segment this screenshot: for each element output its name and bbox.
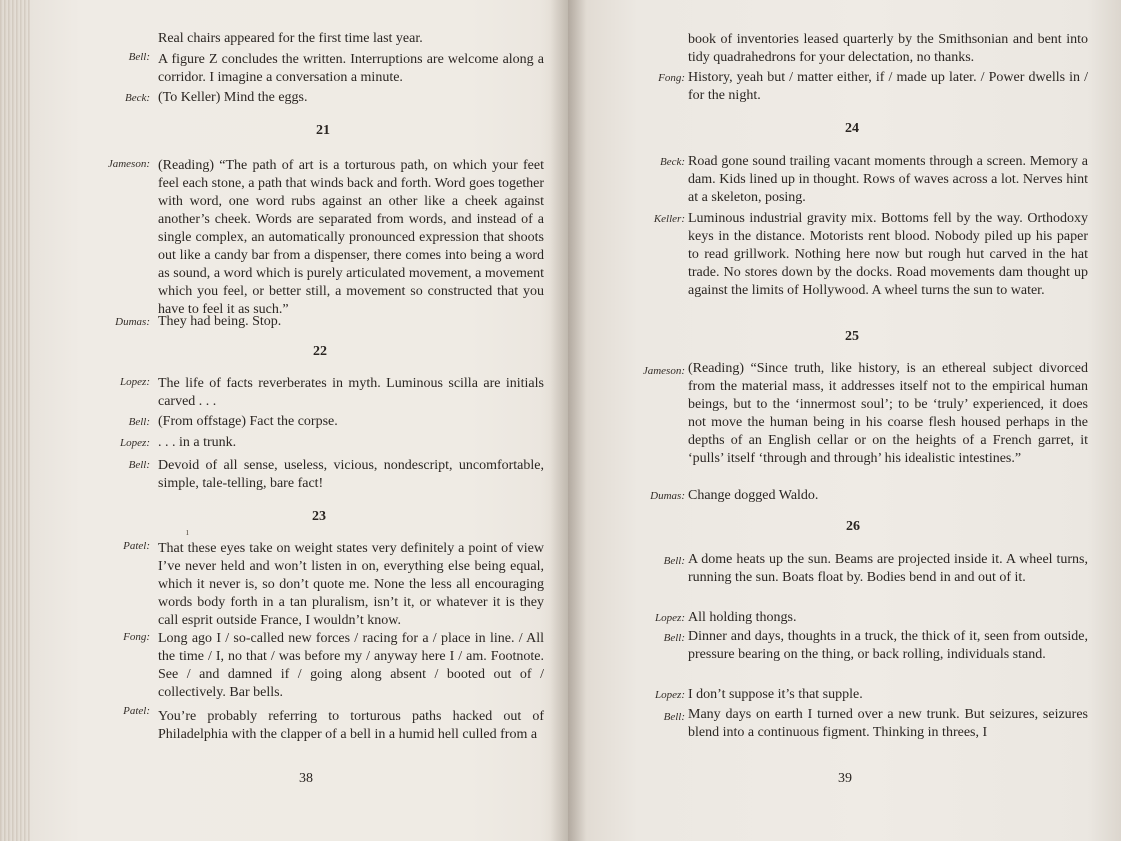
page-number: 38 bbox=[299, 771, 313, 786]
page-number: 39 bbox=[838, 771, 852, 786]
right-page bbox=[568, 0, 1121, 841]
dialogue-text: The life of facts reverberates in myth. Luminous scilla are initials carved . . . bbox=[158, 376, 544, 409]
dialogue-text: That these eyes take on weight states very definitely a point of view I’ve never held and won’t listen in on, everything else being equal, which it never is, so don’t quote me. None the less all encouraging words body forth in a tan pluralism, isn’t it, or whatever it is they call esprit outside France, I wouldn’t know. bbox=[158, 541, 544, 628]
speaker-label: Dumas: bbox=[115, 316, 150, 328]
speaker-label: Patel: bbox=[123, 540, 150, 552]
speaker-label: Jameson: bbox=[107, 158, 150, 170]
dialogue-text: A figure Z concludes the written. Interruptions are welcome along a corridor. I imagine a conversation a minute. bbox=[158, 52, 544, 85]
speaker-label: Bell: bbox=[663, 711, 685, 723]
dialogue-text: Devoid of all sense, useless, vicious, nondescript, uncomfortable, simple, tale-telling, bare fact! bbox=[158, 458, 544, 491]
dialogue-text: I don’t suppose it’s that supple. bbox=[688, 687, 863, 702]
dialogue-text: (Reading) “Since truth, like history, is an ethereal subject divorced from the material mass, it addresses itself not to the empirical human beings, but to the ‘innermost soul’; to be ‘truly’ experienced, it does not move the human being in his coarse flesh housed perhaps in the depths of an English cellar or on the heights of a French garret, it ‘pulls’ itself ‘through and through’ his idealistic intestines.” bbox=[688, 361, 1088, 466]
dialogue-text: Luminous industrial gravity mix. Bottoms fell by the way. Orthodoxy keys in the distance. Motorists rent blood. Nobody piled up his paper to read grillwork. Nothing here now but rough hut carved in the hat trade. No stores down by the docks. Road movements dam thought up against the limits of Hollywood. A wheel turns the sun to water. bbox=[688, 211, 1088, 298]
dialogue-text: You’re probably referring to torturous paths hacked out of Philadelphia with the clapper of a bell in a humid hell culled from a bbox=[158, 709, 544, 742]
dialogue-text: . . . in a trunk. bbox=[158, 435, 237, 450]
dialogue-text: Real chairs appeared for the first time last year. bbox=[158, 31, 423, 46]
dialogue-text: (From offstage) Fact the corpse. bbox=[158, 414, 338, 429]
gutter-shadow bbox=[550, 0, 568, 841]
speaker-label: Bell: bbox=[663, 555, 685, 567]
section-number: 25 bbox=[845, 329, 859, 344]
speaker-label: Lopez: bbox=[120, 437, 150, 449]
speaker-label: Bell: bbox=[663, 632, 685, 644]
speaker-label: Bell: bbox=[128, 459, 150, 471]
dialogue-text: They had being. Stop. bbox=[158, 314, 282, 329]
speaker-label: Bell: bbox=[128, 416, 150, 428]
gutter-shadow bbox=[568, 0, 586, 841]
speaker-label: Bell: bbox=[128, 51, 150, 63]
section-number: 22 bbox=[313, 344, 327, 359]
speaker-label: Patel: bbox=[123, 705, 150, 717]
speaker-label: Fong: bbox=[658, 72, 685, 84]
section-number: 23 bbox=[312, 509, 326, 524]
ink-mark: ı bbox=[186, 527, 189, 538]
dialogue-text: Change dogged Waldo. bbox=[688, 488, 819, 503]
section-number: 24 bbox=[845, 121, 859, 136]
section-number: 21 bbox=[316, 123, 330, 138]
dialogue-text: Road gone sound trailing vacant moments through a screen. Memory a dam. Kids lined up in thought. Rows of waves across a lot. Nerves hint at a skeleton, posing. bbox=[688, 154, 1088, 205]
dialogue-text: (To Keller) Mind the eggs. bbox=[158, 90, 308, 105]
speaker-label: Dumas: bbox=[650, 490, 685, 502]
dialogue-text: Long ago I / so-called new forces / racing for a / place in line. / All the time / I, no that / was before my / anyway here I / am. Footnote. See / and damned if / going along absent / booted out of / collectively. Bar bells. bbox=[158, 631, 544, 700]
section-number: 26 bbox=[846, 519, 860, 534]
speaker-label: Keller: bbox=[653, 213, 685, 225]
speaker-label: Beck: bbox=[659, 156, 685, 168]
dialogue-text: A dome heats up the sun. Beams are projected inside it. A wheel turns, running the sun. Boats float by. Bodies bend in and out of it. bbox=[688, 552, 1088, 585]
speaker-label: Jameson: bbox=[642, 365, 685, 377]
dialogue-text: History, yeah but / matter either, if / made up later. / Power dwells in / for the night. bbox=[688, 70, 1088, 103]
dialogue-text: book of inventories leased quarterly by the Smithsonian and bent into tidy quadrahedrons for your delectation, no thanks. bbox=[688, 32, 1088, 65]
speaker-label: Lopez: bbox=[655, 689, 685, 701]
dialogue-text: Dinner and days, thoughts in a truck, the thick of it, seen from outside, pressure bearing on the thing, or back rolling, individuals stand. bbox=[688, 629, 1088, 662]
speaker-label: Lopez: bbox=[120, 376, 150, 388]
dialogue-text: All holding thongs. bbox=[688, 610, 797, 625]
dialogue-text: Many days on earth I turned over a new trunk. But seizures, seizures blend into a continuous figment. Thinking in threes, I bbox=[688, 707, 1088, 740]
page-edge-stack bbox=[0, 0, 30, 841]
speaker-label: Beck: bbox=[124, 92, 150, 104]
dialogue-text: (Reading) “The path of art is a torturous path, on which your feet feel each stone, a path that winds back and forth. Word goes together with word, one word rubs against an other like a cheek against another’s cheek. Words are separated from words, and instead of a single complex, an automatically pronounced expression that shoots out like a candy bar from a dispenser, there comes into being a word as sound, a word which is purely articulated movement, a movement which you feel, or better still, a movement so constructed that you have to feel it as such.” bbox=[158, 158, 544, 317]
speaker-label: Lopez: bbox=[655, 612, 685, 624]
speaker-label: Fong: bbox=[123, 631, 150, 643]
